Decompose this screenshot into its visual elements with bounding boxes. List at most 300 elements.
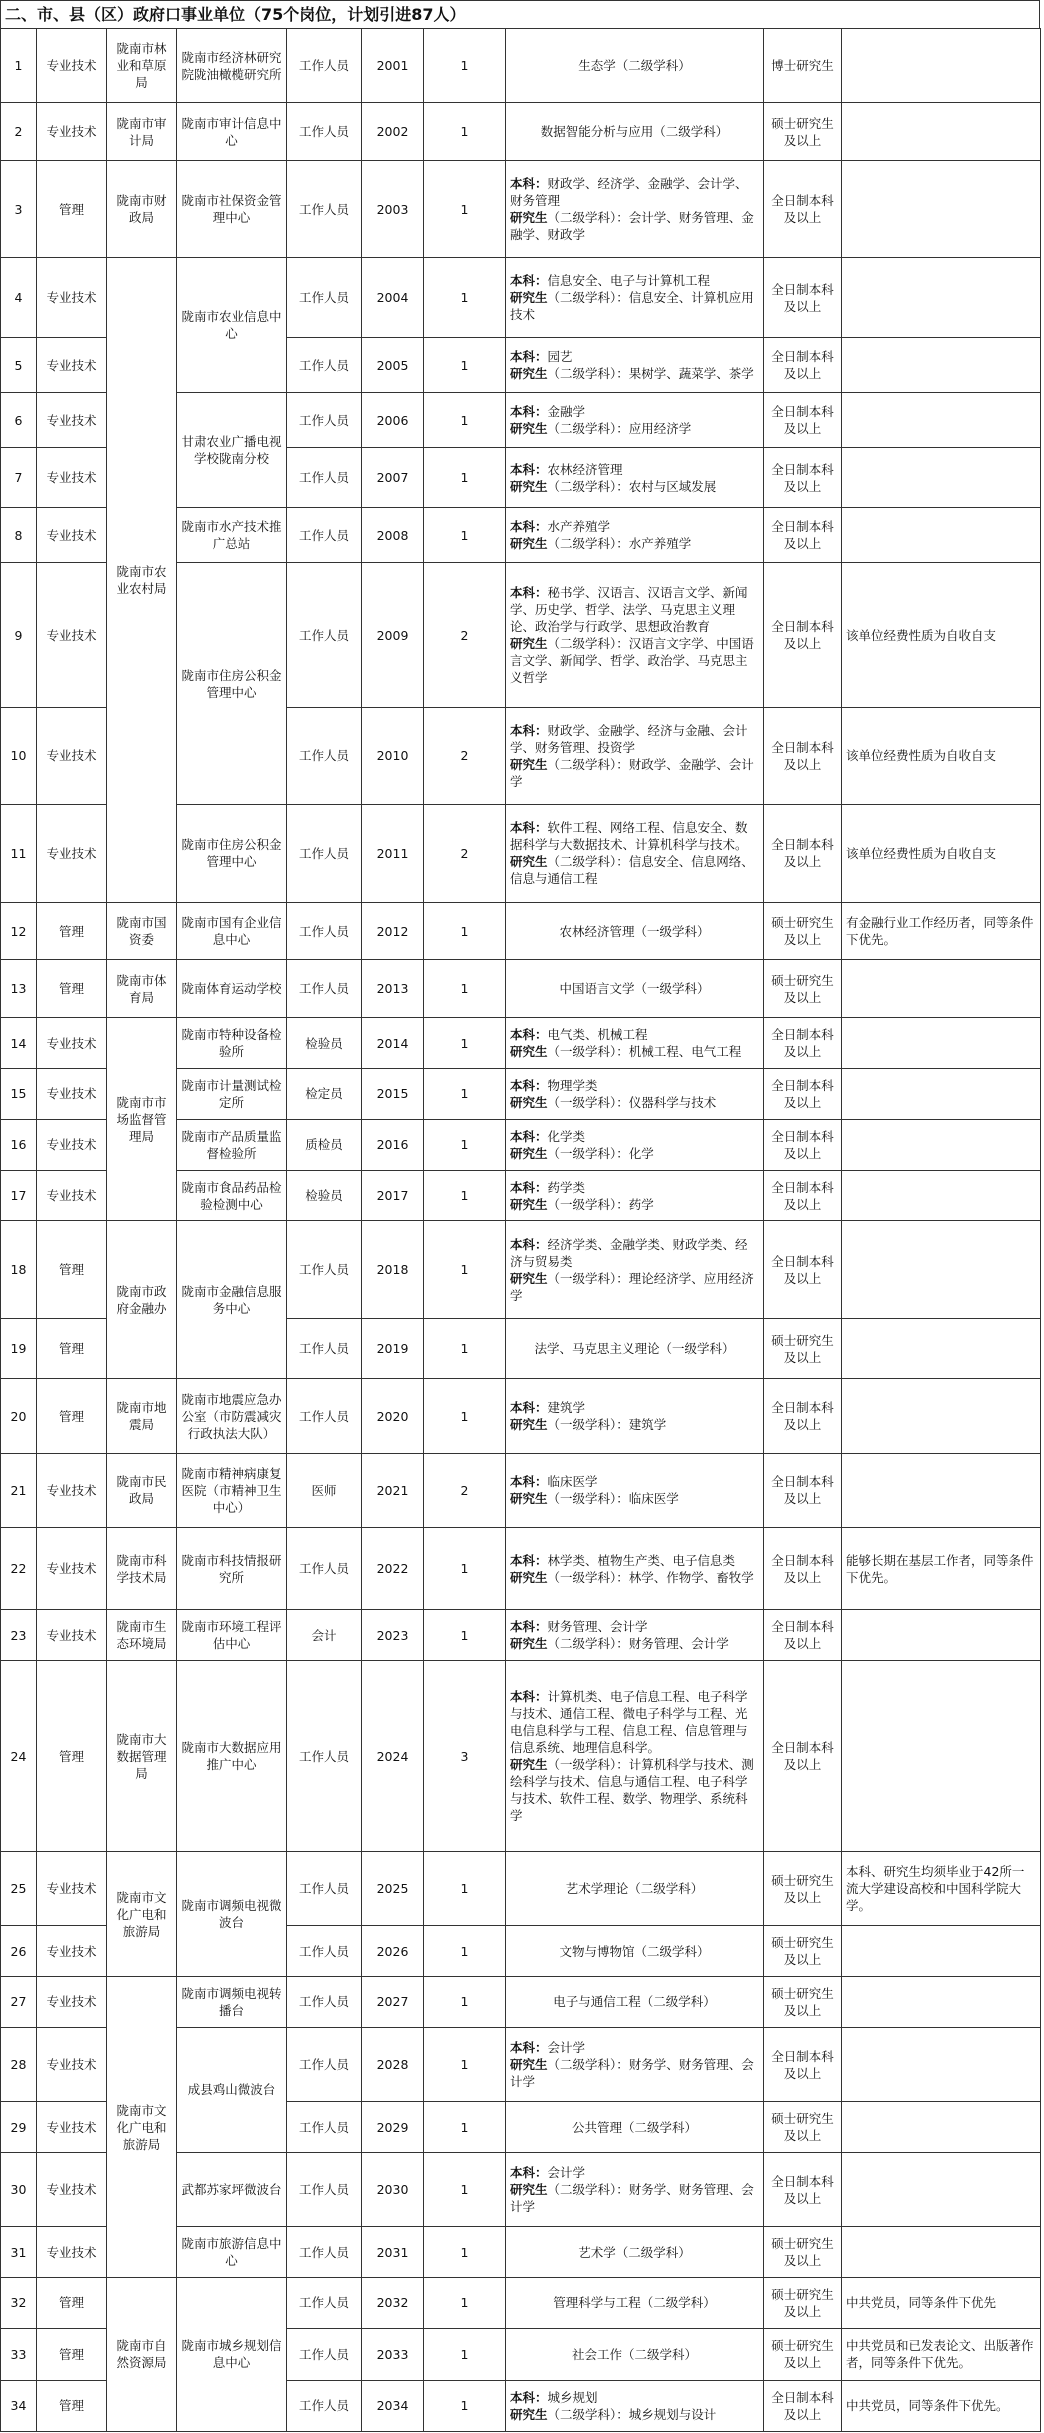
education-level: 硕士研究生及以上 [764,1852,842,1926]
remarks [842,1379,1041,1453]
table-row [1,2277,1041,2328]
undergrad-label: 本科： [510,1027,548,1043]
job-title: 工作人员 [287,2380,362,2431]
remarks: 该单位经费性质为自收自支 [842,563,1041,707]
position-type: 专业技术 [37,448,107,508]
position-type: 管理 [37,902,107,960]
undergrad-majors: 电气类、机械工程 [547,1027,648,1043]
table-row [1,29,1041,103]
hire-count: 1 [424,103,506,161]
remarks [842,2227,1041,2278]
position-code: 2001 [362,29,424,103]
grad-majors: （一级学科）：建筑学 [547,1417,667,1433]
remarks: 该单位经费性质为自收自支 [842,805,1041,903]
major-requirement [506,1170,764,1221]
position-type: 专业技术 [37,338,107,393]
department: 陇南市文化广电和旅游局 [107,1977,177,2278]
undergrad-label: 本科： [510,1619,548,1635]
hire-count: 1 [424,508,506,563]
position-type: 专业技术 [37,2027,107,2101]
education-level: 硕士研究生及以上 [764,103,842,161]
position-code: 2004 [362,258,424,338]
job-title: 工作人员 [287,160,362,258]
undergrad-majors: 临床医学 [547,1474,598,1490]
grad-majors: （二级学科）：财政学、金融学、会计学 [510,756,754,789]
undergrad-majors: 园艺 [547,349,573,365]
position-type: 管理 [37,2277,107,2328]
education-level: 硕士研究生及以上 [764,1926,842,1977]
hire-count: 1 [424,1977,506,2028]
education-level: 全日制本科及以上 [764,1170,842,1221]
row-number: 25 [1,1852,37,1926]
education-level: 全日制本科及以上 [764,1527,842,1609]
position-code: 2023 [362,1610,424,1661]
major-requirement [506,258,764,338]
grad-label: 研究生 [510,536,548,552]
undergrad-label: 本科： [510,1474,548,1490]
major-requirement [506,2380,764,2431]
position-code: 2028 [362,2027,424,2101]
position-code: 2032 [362,2277,424,2328]
grad-label: 研究生 [510,854,548,870]
position-code: 2029 [362,2102,424,2153]
job-title: 工作人员 [287,960,362,1018]
hiring-unit: 武都苏家坪微波台 [177,2152,287,2226]
hire-count: 1 [424,160,506,258]
department: 陇南市体育局 [107,960,177,1018]
education-level: 全日制本科及以上 [764,160,842,258]
remarks [842,960,1041,1018]
education-level: 硕士研究生及以上 [764,2277,842,2328]
remarks [842,448,1041,508]
grad-label: 研究生 [510,1636,548,1652]
grad-majors: （一级学科）：机械工程、电气工程 [547,1044,742,1060]
hire-count: 1 [424,338,506,393]
position-type: 专业技术 [37,2152,107,2226]
education-level: 全日制本科及以上 [764,805,842,903]
row-number: 5 [1,338,37,393]
hiring-unit: 陇南市城乡规划信息中心 [177,2277,287,2431]
job-title: 工作人员 [287,805,362,903]
position-code: 2014 [362,1018,424,1069]
major-requirement: 农林经济管理（一级学科） [506,902,764,960]
job-title: 工作人员 [287,338,362,393]
major-requirement [506,393,764,448]
department: 陇南市生态环境局 [107,1610,177,1661]
hiring-unit: 陇南市社保资金管理中心 [177,160,287,258]
job-title: 质检员 [287,1119,362,1170]
major-requirement [506,1610,764,1661]
row-number: 33 [1,2328,37,2380]
positions-table [0,28,1041,2432]
hire-count: 1 [424,1018,506,1069]
undergrad-majors: 秘书学、汉语言、汉语言文学、新闻学、历史学、哲学、法学、马克思主义理论、政治学与行政学、思想政治教育 [510,585,748,635]
education-level: 硕士研究生及以上 [764,1977,842,2028]
grad-label: 研究生 [510,1491,548,1507]
education-level: 全日制本科及以上 [764,1221,842,1319]
remarks [842,2102,1041,2153]
grad-majors: （二级学科）：财务学、财务管理、会计学 [510,2182,754,2215]
major-requirement [506,1379,764,1453]
major-requirement: 管理科学与工程（二级学科） [506,2277,764,2328]
hire-count: 2 [424,707,506,805]
row-number: 1 [1,29,37,103]
table-row [1,960,1041,1018]
hire-count: 1 [424,1069,506,1120]
undergrad-majors: 水产养殖学 [547,519,611,535]
position-code: 2003 [362,160,424,258]
education-level: 全日制本科及以上 [764,1069,842,1120]
education-level: 硕士研究生及以上 [764,902,842,960]
education-level: 全日制本科及以上 [764,1453,842,1527]
education-level: 全日制本科及以上 [764,707,842,805]
position-type: 管理 [37,2380,107,2431]
remarks [842,338,1041,393]
hire-count: 1 [424,1852,506,1926]
job-title: 工作人员 [287,2102,362,2153]
grad-label: 研究生 [510,366,548,382]
hiring-unit: 陇南市经济林研究院陇油橄榄研究所 [177,29,287,103]
row-number: 14 [1,1018,37,1069]
education-level: 全日制本科及以上 [764,258,842,338]
department: 陇南市大数据管理局 [107,1661,177,1852]
undergrad-majors: 物理学类 [547,1077,598,1093]
table-row [1,1977,1041,2028]
grad-majors: （二级学科）：汉语言文字学、中国语言文学、新闻学、哲学、政治学、马克思主义哲学 [510,636,754,686]
row-number: 16 [1,1119,37,1170]
position-code: 2005 [362,338,424,393]
table-row [1,1610,1041,1661]
row-number: 13 [1,960,37,1018]
row-number: 3 [1,160,37,258]
grad-label: 研究生 [510,756,548,772]
grad-label: 研究生 [510,1417,548,1433]
major-requirement: 中国语言文学（一级学科） [506,960,764,1018]
undergrad-label: 本科： [510,1179,548,1195]
major-requirement [506,1221,764,1319]
hiring-unit: 甘肃农业广播电视学校陇南分校 [177,393,287,508]
table-row [1,103,1041,161]
grad-label: 研究生 [510,1270,548,1286]
hiring-unit: 陇南市国有企业信息中心 [177,902,287,960]
hire-count: 2 [424,1453,506,1527]
position-code: 2021 [362,1453,424,1527]
position-code: 2020 [362,1379,424,1453]
major-requirement [506,2027,764,2101]
undergrad-label: 本科： [510,519,548,535]
remarks [842,508,1041,563]
grad-majors: （一级学科）：计算机科学与技术、测绘科学与技术、信息与通信工程、电子科学与技术、软件工程、数学、物理学、系统科学 [510,1757,754,1824]
position-code: 2026 [362,1926,424,1977]
position-code: 2008 [362,508,424,563]
position-type: 专业技术 [37,1610,107,1661]
position-type: 管理 [37,1319,107,1379]
department: 陇南市政府金融办 [107,1221,177,1379]
job-title: 工作人员 [287,2277,362,2328]
table-row [1,1661,1041,1852]
hire-count: 1 [424,393,506,448]
hire-count: 1 [424,1119,506,1170]
position-code: 2025 [362,1852,424,1926]
grad-majors: （二级学科）：果树学、蔬菜学、茶学 [547,366,754,382]
hire-count: 1 [424,2277,506,2328]
undergrad-label: 本科： [510,1552,548,1568]
job-title: 工作人员 [287,258,362,338]
undergrad-majors: 会计学 [547,2165,586,2181]
hiring-unit: 陇南市水产技术推广总站 [177,508,287,563]
remarks: 中共党员和已发表论文、出版著作者，同等条件下优先。 [842,2328,1041,2380]
undergrad-majors: 城乡规划 [547,2389,598,2405]
row-number: 24 [1,1661,37,1852]
department: 陇南市市场监督管理局 [107,1018,177,1221]
row-number: 15 [1,1069,37,1120]
major-requirement [506,1069,764,1120]
position-type: 专业技术 [37,103,107,161]
job-title: 工作人员 [287,1661,362,1852]
undergrad-label: 本科： [510,722,548,738]
grad-label: 研究生 [510,1757,548,1773]
position-code: 2031 [362,2227,424,2278]
hiring-unit: 陇南市科技情报研究所 [177,1527,287,1609]
undergrad-majors: 会计学 [547,2040,586,2055]
education-level: 硕士研究生及以上 [764,2227,842,2278]
education-level: 全日制本科及以上 [764,1379,842,1453]
position-code: 2016 [362,1119,424,1170]
hire-count: 1 [424,2328,506,2380]
education-level: 全日制本科及以上 [764,448,842,508]
education-level: 全日制本科及以上 [764,1661,842,1852]
grad-majors: （二级学科）：农村与区域发展 [547,478,717,494]
table-row [1,902,1041,960]
position-code: 2006 [362,393,424,448]
hire-count: 1 [424,1221,506,1319]
hiring-unit: 陇南市食品药品检验检测中心 [177,1170,287,1221]
position-code: 2033 [362,2328,424,2380]
undergrad-label: 本科： [510,2389,548,2405]
undergrad-majors: 金融学 [547,404,586,420]
remarks [842,1221,1041,1319]
position-type: 专业技术 [37,258,107,338]
remarks [842,1926,1041,1977]
hiring-unit: 陇南市大数据应用推广中心 [177,1661,287,1852]
remarks [842,393,1041,448]
row-number: 10 [1,707,37,805]
hiring-unit: 陇南市产品质量监督检验所 [177,1119,287,1170]
job-title: 工作人员 [287,448,362,508]
grad-label: 研究生 [510,1145,548,1161]
undergrad-majors: 计算机类、电子信息工程、电子科学与技术、通信工程、微电子科学与工程、光电信息科学与工程、信息工程、信息管理与信息系统、地理信息科学。 [510,1689,748,1756]
job-title: 工作人员 [287,1977,362,2028]
major-requirement: 文物与博物馆（二级学科） [506,1926,764,1977]
remarks [842,103,1041,161]
hire-count: 1 [424,1926,506,1977]
remarks [842,1119,1041,1170]
job-title: 工作人员 [287,393,362,448]
remarks: 该单位经费性质为自收自支 [842,707,1041,805]
undergrad-label: 本科： [510,820,548,836]
major-requirement [506,160,764,258]
table-row [1,1221,1041,1319]
undergrad-label: 本科： [510,273,548,289]
education-level: 全日制本科及以上 [764,1119,842,1170]
row-number: 2 [1,103,37,161]
major-requirement [506,508,764,563]
position-type: 专业技术 [37,1926,107,1977]
major-requirement: 社会工作（二级学科） [506,2328,764,2380]
job-title: 工作人员 [287,1221,362,1319]
position-code: 2027 [362,1977,424,2028]
undergrad-label: 本科： [510,1128,548,1144]
hiring-unit: 陇南市农业信息中心 [177,258,287,393]
grad-label: 研究生 [510,421,548,437]
hiring-unit: 成县鸡山微波台 [177,2027,287,2152]
row-number: 20 [1,1379,37,1453]
undergrad-label: 本科： [510,1077,548,1093]
major-requirement [506,1661,764,1852]
hire-count: 1 [424,902,506,960]
grad-label: 研究生 [510,1044,548,1060]
major-requirement [506,338,764,393]
table-row [1,258,1041,338]
hire-count: 1 [424,29,506,103]
remarks: 有金融行业工作经历者，同等条件下优先。 [842,902,1041,960]
job-title: 工作人员 [287,2152,362,2226]
position-type: 专业技术 [37,1069,107,1120]
table-row [1,1852,1041,1926]
hiring-unit: 陇南市调频电视微波台 [177,1852,287,1977]
position-code: 2010 [362,707,424,805]
row-number: 4 [1,258,37,338]
row-number: 11 [1,805,37,903]
education-level: 全日制本科及以上 [764,508,842,563]
hire-count: 2 [424,805,506,903]
grad-label: 研究生 [510,636,548,652]
hire-count: 1 [424,1527,506,1609]
grad-majors: （一级学科）：林学、作物学、畜牧学 [547,1569,754,1585]
grad-majors: （二级学科）：水产养殖学 [547,536,692,552]
position-code: 2009 [362,563,424,707]
row-number: 29 [1,2102,37,2153]
row-number: 27 [1,1977,37,2028]
department: 陇南市农业农村局 [107,258,177,902]
education-level: 全日制本科及以上 [764,2152,842,2226]
department: 陇南市财政局 [107,160,177,258]
table-row [1,1527,1041,1609]
education-level: 全日制本科及以上 [764,2380,842,2431]
department: 陇南市国资委 [107,902,177,960]
position-type: 专业技术 [37,1018,107,1069]
major-requirement [506,1527,764,1609]
grad-majors: （二级学科）：财务管理、会计学 [547,1636,729,1652]
row-number: 12 [1,902,37,960]
department: 陇南市民政局 [107,1453,177,1527]
hiring-unit: 陇南市住房公积金管理中心 [177,563,287,805]
grad-label: 研究生 [510,2406,548,2422]
job-title: 检验员 [287,1018,362,1069]
major-requirement [506,563,764,707]
remarks [842,2027,1041,2101]
hiring-unit: 陇南市住房公积金管理中心 [177,805,287,903]
undergrad-label: 本科： [510,2165,548,2181]
remarks [842,29,1041,103]
grad-label: 研究生 [510,210,548,226]
hiring-unit: 陇南市金融信息服务中心 [177,1221,287,1379]
row-number: 28 [1,2027,37,2101]
position-type: 管理 [37,160,107,258]
undergrad-label: 本科： [510,585,548,601]
position-code: 2011 [362,805,424,903]
undergrad-majors: 农林经济管理 [547,461,623,477]
major-requirement [506,448,764,508]
grad-label: 研究生 [510,1569,548,1585]
job-title: 工作人员 [287,707,362,805]
hiring-unit: 陇南市计量测试检定所 [177,1069,287,1120]
major-requirement [506,1119,764,1170]
remarks [842,160,1041,258]
position-code: 2018 [362,1221,424,1319]
major-requirement [506,2152,764,2226]
job-title: 检验员 [287,1170,362,1221]
remarks [842,1453,1041,1527]
row-number: 18 [1,1221,37,1319]
grad-majors: （一级学科）：理论经济学、应用经济学 [510,1270,754,1303]
hiring-unit: 陇南市地震应急办公室（市防震减灾行政执法大队） [177,1379,287,1453]
undergrad-majors: 药学类 [547,1179,586,1195]
undergrad-majors: 财务管理、会计学 [547,1619,648,1635]
hire-count: 1 [424,1610,506,1661]
grad-majors: （二级学科）：会计学、财务管理、金融学、财政学 [510,210,754,243]
position-code: 2017 [362,1170,424,1221]
job-title: 检定员 [287,1069,362,1120]
hire-count: 1 [424,1379,506,1453]
undergrad-majors: 建筑学 [547,1400,586,1416]
undergrad-label: 本科： [510,176,548,192]
education-level: 全日制本科及以上 [764,2027,842,2101]
position-type: 专业技术 [37,29,107,103]
job-title: 工作人员 [287,1527,362,1609]
remarks [842,1661,1041,1852]
job-title: 工作人员 [287,103,362,161]
position-code: 2030 [362,2152,424,2226]
undergrad-label: 本科： [510,461,548,477]
remarks [842,1977,1041,2028]
position-type: 专业技术 [37,1527,107,1609]
hire-count: 1 [424,2380,506,2431]
position-code: 2002 [362,103,424,161]
job-title: 工作人员 [287,2328,362,2380]
grad-label: 研究生 [510,478,548,494]
undergrad-label: 本科： [510,1689,548,1705]
undergrad-label: 本科： [510,2040,548,2055]
position-code: 2022 [362,1527,424,1609]
major-requirement: 艺术学（二级学科） [506,2227,764,2278]
row-number: 23 [1,1610,37,1661]
position-type: 管理 [37,960,107,1018]
hire-count: 1 [424,960,506,1018]
hire-count: 2 [424,563,506,707]
department: 陇南市地震局 [107,1379,177,1453]
position-type: 专业技术 [37,707,107,805]
remarks [842,1069,1041,1120]
hire-count: 1 [424,258,506,338]
row-number: 8 [1,508,37,563]
job-title: 工作人员 [287,508,362,563]
position-type: 专业技术 [37,2227,107,2278]
position-code: 2007 [362,448,424,508]
position-code: 2034 [362,2380,424,2431]
undergrad-majors: 经济学类、金融学类、财政学类、经济与贸易类 [510,1236,748,1269]
table-row [1,160,1041,258]
